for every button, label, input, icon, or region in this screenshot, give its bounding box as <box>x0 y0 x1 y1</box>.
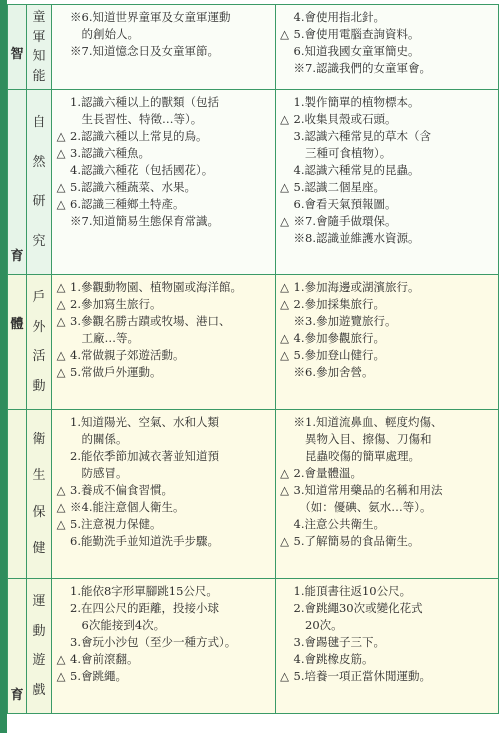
item-marker <box>276 162 294 179</box>
item-line: 20次。 <box>293 618 343 632</box>
list-item <box>276 213 499 230</box>
item-line: 5.會使用電腦查詢資料。 <box>293 27 420 41</box>
list-item <box>52 448 275 482</box>
domain-cell <box>8 90 27 275</box>
list-item <box>276 60 499 77</box>
item-text <box>70 533 275 550</box>
item-line: 防感冒。 <box>70 466 128 480</box>
item-line: 昆蟲咬傷的簡單處理。 <box>293 449 420 463</box>
list-item <box>52 43 275 60</box>
item-text <box>70 668 275 685</box>
list-item <box>52 482 275 499</box>
item-text <box>70 94 275 128</box>
level-column-left <box>52 90 276 275</box>
item-line: 的創始人。 <box>70 27 139 41</box>
item-text <box>70 347 275 364</box>
item-marker <box>52 9 70 43</box>
item-text <box>70 145 275 162</box>
item-text <box>294 111 499 128</box>
item-line: ※3.參加遊覽旅行。 <box>293 314 397 328</box>
list-item <box>276 583 499 600</box>
item-marker: △ <box>280 331 289 345</box>
item-marker: △ <box>56 314 66 328</box>
list-item <box>52 94 275 128</box>
domain-cell <box>8 275 27 410</box>
item-marker: △ <box>56 365 66 379</box>
item-line: 5.常做戶外運動。 <box>70 365 162 379</box>
list-item <box>52 213 275 230</box>
item-marker <box>276 313 294 330</box>
domain-cell <box>8 5 27 90</box>
item-marker: △ <box>56 500 66 514</box>
item-text <box>70 583 275 600</box>
list-item <box>276 162 499 179</box>
item-text <box>294 313 499 330</box>
list-item <box>52 313 275 347</box>
item-line: 1.製作簡單的植物標本。 <box>293 95 420 109</box>
item-line: （如：優碘、氨水…等）。 <box>293 500 432 514</box>
item-line: 4.參加參觀旅行。 <box>293 331 385 345</box>
list-item <box>52 600 275 634</box>
domain-label: 育 <box>10 688 24 703</box>
item-line: 4.認識六種常見的昆蟲。 <box>293 163 420 177</box>
item-marker: △ <box>56 517 66 531</box>
item-marker: △ <box>56 197 66 211</box>
subject-char: 保 <box>32 504 46 520</box>
item-text <box>70 296 275 313</box>
item-marker <box>52 43 70 60</box>
item-marker: △ <box>280 280 289 294</box>
item-text <box>70 448 275 482</box>
list-item <box>52 162 275 179</box>
item-text <box>294 213 499 230</box>
list-item <box>52 583 275 600</box>
item-text <box>70 414 275 448</box>
item-text <box>294 26 499 43</box>
item-line: 5.培養一項正當休閒運動。 <box>293 669 431 683</box>
item-text <box>70 279 275 296</box>
item-marker <box>276 634 294 651</box>
item-line: ※6.參加舍營。 <box>293 365 374 379</box>
item-marker <box>52 533 70 550</box>
section-row <box>8 579 499 714</box>
item-text <box>70 43 275 60</box>
item-text <box>294 600 499 634</box>
item-line: 1.能頂書往返10公尺。 <box>293 584 412 598</box>
item-line: 1.參觀動物園、植物園或海洋館。 <box>70 280 242 294</box>
item-marker: △ <box>280 348 289 362</box>
item-marker: △ <box>280 483 289 497</box>
subject-char: 外 <box>32 319 46 335</box>
section-row <box>8 410 499 579</box>
item-text <box>294 128 499 162</box>
item-marker <box>52 162 70 179</box>
item-text <box>294 668 499 685</box>
list-item <box>52 145 275 162</box>
item-line: 生長習性、特徵…等）。 <box>70 112 203 126</box>
item-marker <box>276 230 294 247</box>
item-line: 6.會看天氣預報圖。 <box>293 197 397 211</box>
item-line: 4.常做親子郊遊活動。 <box>70 348 185 362</box>
list-item <box>52 364 275 381</box>
list-item <box>276 414 499 465</box>
level-column-right <box>275 275 499 410</box>
item-marker: △ <box>280 214 289 228</box>
list-item <box>276 9 499 26</box>
subject-char: 遊 <box>32 653 46 669</box>
subject-cell <box>27 579 52 714</box>
item-text <box>70 600 275 634</box>
level-column-left <box>52 5 276 90</box>
level-column-left <box>52 410 276 579</box>
item-line: 工廠…等。 <box>70 331 139 345</box>
list-item <box>276 196 499 213</box>
subject-char: 戶 <box>32 289 46 305</box>
item-line: 6.知道我國女童軍簡史。 <box>293 44 420 58</box>
item-marker <box>276 600 294 634</box>
level-column-right <box>275 90 499 275</box>
list-item <box>52 516 275 533</box>
list-item <box>276 330 499 347</box>
item-line: 的關係。 <box>70 432 128 446</box>
list-item <box>52 128 275 145</box>
section-row <box>8 90 499 275</box>
item-line: 5.了解簡易的食品衛生。 <box>293 534 420 548</box>
list-item <box>276 313 499 330</box>
subject-char: 童 <box>32 9 46 25</box>
item-text <box>70 516 275 533</box>
subject-char: 生 <box>32 468 46 484</box>
item-text <box>70 213 275 230</box>
item-line: ※7.會隨手做環保。 <box>293 214 397 228</box>
list-item <box>276 600 499 634</box>
item-line: 3.認識六種常見的草木（含 <box>293 129 431 143</box>
item-marker <box>52 634 70 651</box>
item-marker <box>276 43 294 60</box>
item-line: 2.參加採集旅行。 <box>293 297 385 311</box>
list-item <box>52 651 275 668</box>
item-line: ※7.知道簡易生態保育常識。 <box>70 214 219 228</box>
item-marker <box>52 414 70 448</box>
item-marker: △ <box>280 466 289 480</box>
item-text <box>70 364 275 381</box>
domain-label: 智 <box>10 47 24 62</box>
list-item <box>52 634 275 651</box>
item-marker: △ <box>56 297 66 311</box>
list-item <box>276 279 499 296</box>
subject-char: 能 <box>32 69 46 85</box>
item-line: 異物入目、擦傷、刀傷和 <box>293 432 432 446</box>
list-item <box>276 230 499 247</box>
item-marker <box>276 60 294 77</box>
subject-cell <box>27 5 52 90</box>
subject-cell <box>27 275 52 410</box>
item-line: 6.認識三種鄉土特產。 <box>70 197 185 211</box>
level-column-left <box>52 275 276 410</box>
item-marker: △ <box>56 669 66 683</box>
subject-char: 究 <box>32 234 46 250</box>
item-text <box>294 347 499 364</box>
item-marker <box>276 94 294 111</box>
item-marker: △ <box>280 534 289 548</box>
item-line: ※7.認識我們的女童軍會。 <box>293 61 431 75</box>
list-item <box>276 296 499 313</box>
item-text <box>70 128 275 145</box>
subject-cell <box>27 410 52 579</box>
subject-char: 然 <box>32 154 46 170</box>
item-line: 5.會跳繩。 <box>70 669 127 683</box>
item-marker <box>276 414 294 465</box>
list-item <box>276 482 499 516</box>
item-line: 6次能接到4次。 <box>70 618 166 632</box>
domain-label: 體 <box>10 317 24 332</box>
list-item <box>276 43 499 60</box>
list-item <box>276 26 499 43</box>
item-marker: △ <box>280 669 289 683</box>
item-marker <box>276 651 294 668</box>
subject-char: 健 <box>32 541 46 557</box>
item-marker <box>276 516 294 533</box>
list-item <box>276 516 499 533</box>
item-text <box>294 296 499 313</box>
item-line: 2.會跳繩30次或變化花式 <box>293 601 423 615</box>
item-line: 3.會玩小沙包（至少一種方式）。 <box>70 635 237 649</box>
item-marker <box>276 364 294 381</box>
subject-char: 研 <box>32 194 46 210</box>
subject-char: 戲 <box>32 683 46 699</box>
item-text <box>294 651 499 668</box>
item-marker: △ <box>56 348 66 362</box>
item-line: ※8.認識並維護水資源。 <box>293 231 420 245</box>
item-line: 2.參加寫生旅行。 <box>70 297 162 311</box>
item-line: 2.會量體溫。 <box>293 466 362 480</box>
subject-char: 知 <box>32 49 46 65</box>
item-marker: △ <box>280 27 289 41</box>
item-text <box>70 634 275 651</box>
subject-cell <box>27 90 52 275</box>
item-line: 4.會前滾翻。 <box>70 652 139 666</box>
list-item <box>276 94 499 111</box>
item-text <box>70 9 275 43</box>
item-marker <box>52 600 70 634</box>
subject-char: 活 <box>32 349 46 365</box>
item-line: 3.養成不偏食習慣。 <box>70 483 173 497</box>
item-marker: △ <box>280 180 289 194</box>
item-line: 2.收集貝殼或石頭。 <box>293 112 397 126</box>
list-item <box>276 347 499 364</box>
item-line: 5.注意視力保健。 <box>70 517 162 531</box>
item-text <box>70 651 275 668</box>
subject-char: 運 <box>32 593 46 609</box>
left-accent-rail <box>0 0 7 733</box>
item-line: 2.能依季節加減衣著並知道預 <box>70 449 219 463</box>
item-text <box>294 364 499 381</box>
level-column-right <box>275 5 499 90</box>
item-marker: △ <box>280 112 289 126</box>
item-marker <box>276 583 294 600</box>
item-text <box>70 499 275 516</box>
list-item <box>276 634 499 651</box>
item-line: 3.會踢毽子三下。 <box>293 635 385 649</box>
item-marker <box>276 196 294 213</box>
item-line: 1.能依8字形單腳跳15公尺。 <box>70 584 218 598</box>
item-text <box>294 60 499 77</box>
item-marker <box>276 9 294 26</box>
subject-char: 軍 <box>32 29 46 45</box>
subject-char: 衛 <box>32 431 46 447</box>
domain-cell <box>8 579 27 714</box>
subject-char: 動 <box>32 623 46 639</box>
item-line: ※6.知道世界童軍及女童軍運動 <box>70 10 231 24</box>
subject-char: 動 <box>32 379 46 395</box>
list-item <box>276 465 499 482</box>
item-text <box>70 196 275 213</box>
list-item <box>52 9 275 43</box>
item-line: 4.會使用指北針。 <box>293 10 385 24</box>
item-line: ※7.知道憶念日及女童軍節。 <box>70 44 219 58</box>
item-line: 三種可食植物）。 <box>293 146 392 160</box>
curriculum-table <box>7 4 499 714</box>
item-text <box>70 482 275 499</box>
list-item <box>276 128 499 162</box>
item-marker <box>52 583 70 600</box>
item-text <box>294 9 499 26</box>
item-line: 3.認識六種魚。 <box>70 146 150 160</box>
item-text <box>294 162 499 179</box>
item-line: 1.參加海邊或湖濱旅行。 <box>293 280 420 294</box>
item-line: 2.認識六種以上常見的鳥。 <box>70 129 208 143</box>
item-text <box>294 465 499 482</box>
item-marker: △ <box>56 280 66 294</box>
section-row <box>8 5 499 90</box>
level-column-right <box>275 410 499 579</box>
item-text <box>294 179 499 196</box>
list-item <box>276 364 499 381</box>
item-line: 5.認識六種蔬菜、水果。 <box>70 180 196 194</box>
item-line: 5.認識二個星座。 <box>293 180 385 194</box>
item-line: 3.知道常用藥品的名稱和用法 <box>293 483 443 497</box>
item-text <box>294 533 499 550</box>
list-item <box>52 296 275 313</box>
item-marker <box>52 94 70 128</box>
level-column-left <box>52 579 276 714</box>
item-marker: △ <box>56 652 66 666</box>
item-text <box>294 583 499 600</box>
domain-label: 育 <box>10 249 24 264</box>
item-line: 3.參觀名勝古蹟或牧場、港口、 <box>70 314 231 328</box>
subject-char: 自 <box>32 114 46 130</box>
list-item <box>276 533 499 550</box>
list-item <box>52 499 275 516</box>
item-text <box>294 482 499 516</box>
item-line: 1.知道陽光、空氣、水和人類 <box>70 415 219 429</box>
item-text <box>294 279 499 296</box>
item-line: 4.認識六種花（包括國花）。 <box>70 163 214 177</box>
item-line: 6.能勤洗手並知道洗手步驟。 <box>70 534 219 548</box>
list-item <box>52 414 275 448</box>
list-item <box>52 196 275 213</box>
list-item <box>52 179 275 196</box>
item-text <box>70 313 275 347</box>
domain-cell <box>8 410 27 579</box>
list-item <box>276 179 499 196</box>
item-text <box>294 414 499 465</box>
item-marker: △ <box>56 146 66 160</box>
item-marker: △ <box>56 483 66 497</box>
item-marker <box>52 213 70 230</box>
item-text <box>294 43 499 60</box>
section-row <box>8 275 499 410</box>
item-text <box>294 634 499 651</box>
item-line: 5.參加登山健行。 <box>293 348 385 362</box>
item-text <box>294 230 499 247</box>
item-text <box>294 196 499 213</box>
item-text <box>70 162 275 179</box>
item-marker: △ <box>56 129 66 143</box>
list-item <box>52 279 275 296</box>
item-line: ※4.能注意個人衛生。 <box>70 500 185 514</box>
level-column-right <box>275 579 499 714</box>
item-marker: △ <box>280 297 289 311</box>
item-text <box>294 94 499 111</box>
list-item <box>52 668 275 685</box>
item-text <box>294 330 499 347</box>
list-item <box>276 111 499 128</box>
item-line: ※1.知道流鼻血、輕度灼傷、 <box>293 415 443 429</box>
item-line: 4.會跳橡皮筋。 <box>293 652 374 666</box>
item-line: 1.認識六種以上的獸類（包括 <box>70 95 219 109</box>
item-line: 4.注意公共衛生。 <box>293 517 385 531</box>
item-text <box>294 516 499 533</box>
item-marker <box>52 448 70 482</box>
item-marker: △ <box>56 180 66 194</box>
item-text <box>70 179 275 196</box>
list-item <box>52 533 275 550</box>
list-item <box>276 668 499 685</box>
item-marker <box>276 128 294 162</box>
item-line: 2.在四公尺的距離，投接小球 <box>70 601 219 615</box>
list-item <box>52 347 275 364</box>
list-item <box>276 651 499 668</box>
